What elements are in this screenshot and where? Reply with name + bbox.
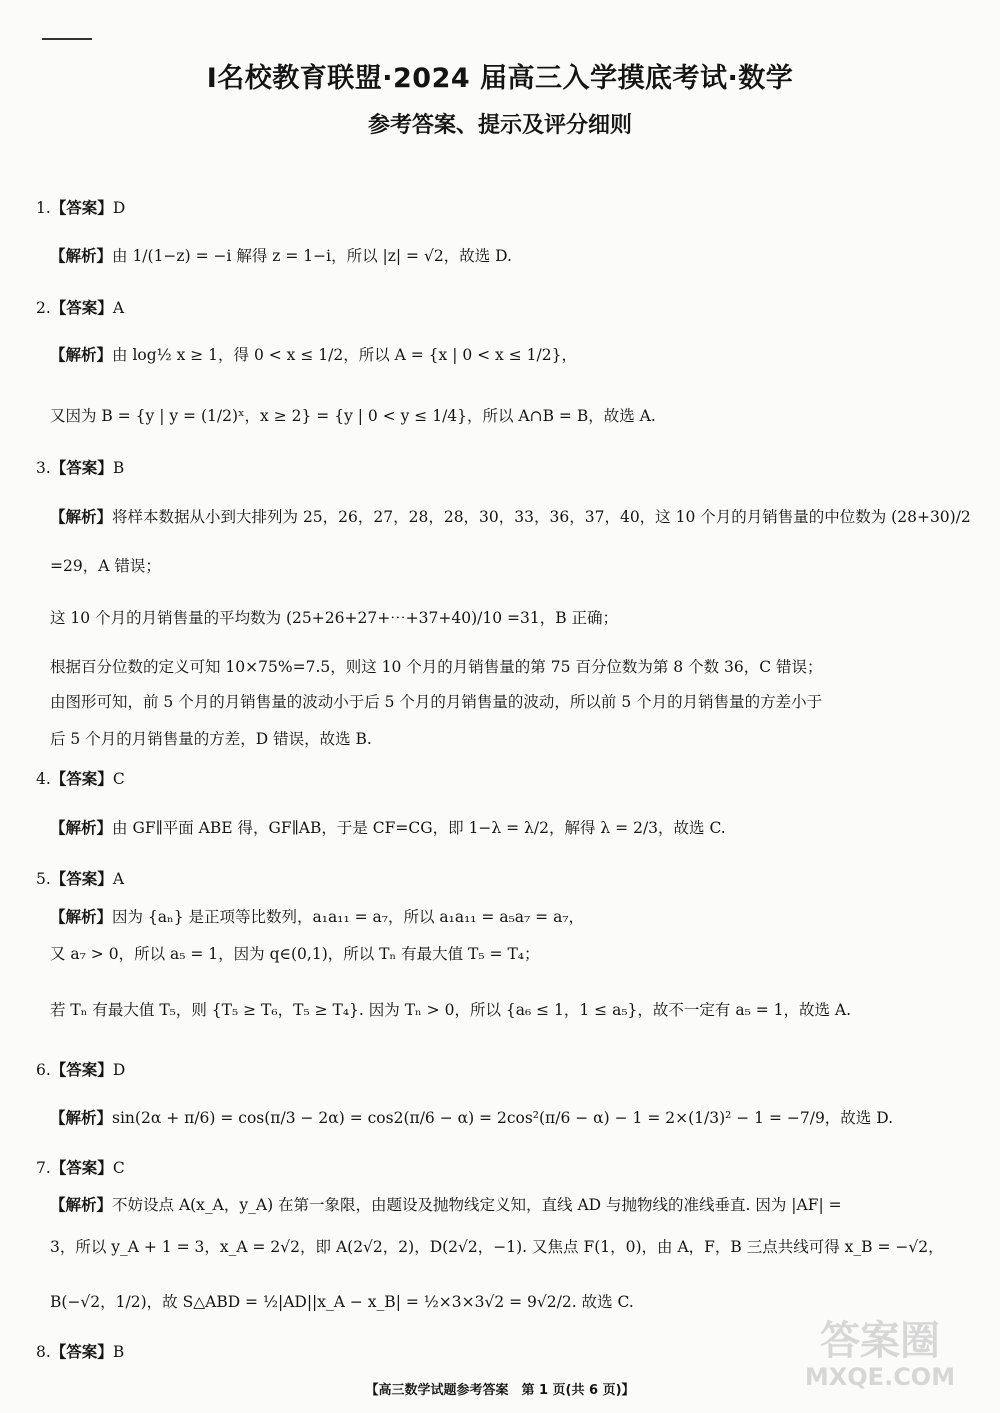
item-1-analysis: 【解析】由 1/(1−z) = −i 解得 z = 1−i，所以 |z| = √2，故选 D. [50,247,512,265]
item-2-line-2: 又因为 B = {y | y = (1/2)ˣ，x ≥ 2} = {y | 0 < y ≤ 1/4}，所以 A∩B = B，故选 A. [50,407,656,425]
item-5-answer: 5.【答案】A [36,870,125,888]
item-7-answer: 7.【答案】C [36,1159,125,1177]
item-3-line-4: 根据百分位数的定义可知 10×75%=7.5，则这 10 个月的月销售量的第 75 百分位数为第 8 个数 36，C 错误； [50,658,823,676]
watermark-text: 答案圈 [820,1318,940,1364]
item-7-line-3: B(−√2，1/2)，故 S△ABD = ½|AD||x_A − x_B| = ½×3×3√2 = 9√2/2. 故选 C. [50,1293,634,1311]
item-6-answer: 6.【答案】D [36,1061,126,1079]
item-6-analysis: 【解析】sin(2α + π/6) = cos(π/3 − 2α) = cos2(π/6 − α) = 2cos²(π/6 − α) − 1 = 2×(1/3)² − 1 = −7/9，故选 D. [50,1109,894,1127]
page-footer: 【高三数学试题参考答案 第 1 页(共 6 页)】 [365,1383,635,1398]
item-5-analysis: 【解析】因为 {aₙ} 是正项等比数列，a₁a₁₁ = a₇，所以 a₁a₁₁ = a₅a₇ = a₇， [50,908,585,926]
item-5-line-2: 又 a₇ > 0，所以 a₅ = 1，因为 q∈(0,1)，所以 Tₙ 有最大值 T₅ = T₄； [50,945,540,963]
item-1-answer: 1.【答案】D [36,199,126,217]
item-3-line-6: 后 5 个月的月销售量的方差，D 错误，故选 B. [50,730,372,748]
item-3-line-3: 这 10 个月的月销售量的平均数为 (25+26+27+⋯+37+40)/10 =31，B 正确； [50,609,619,627]
page-subtitle: 参考答案、提示及评分细则 [367,113,632,138]
top-mark [42,38,92,40]
item-3-analysis: 【解析】将样本数据从小到大排列为 25，26，27，28，28，30，33，36，37，40，这 10 个月的月销售量的中位数为 (28+30)/2 [50,508,971,526]
item-7-analysis: 【解析】不妨设点 A(x_A，y_A) 在第一象限，由题设及抛物线定义知，直线 AD 与抛物线的准线垂直. 因为 |AF| = [50,1196,842,1214]
item-4-answer: 4.【答案】C [36,770,125,788]
item-4-analysis: 【解析】由 GF∥平面 ABE 得，GF∥AB，于是 CF=CG，即 1−λ = λ/2，解得 λ = 2/3，故选 C. [50,819,726,837]
page-title: I名校教育联盟·2024 届高三入学摸底考试·数学 [206,63,794,94]
item-2-analysis: 【解析】由 log½ x ≥ 1，得 0 < x ≤ 1/2，所以 A = {x | 0 < x ≤ 1/2}， [50,346,577,364]
item-5-line-3: 若 Tₙ 有最大值 T₅，则 {T₅ ≥ T₆，T₅ ≥ T₄}. 因为 Tₙ > 0，所以 {a₆ ≤ 1，1 ≤ a₅}，故不一定有 a₅ = 1，故选 A. [50,1001,852,1019]
item-8-answer: 8.【答案】B [36,1343,125,1361]
item-3-line-2: =29，A 错误； [50,557,161,575]
item-3-line-5: 由图形可知，前 5 个月的月销售量的波动小于后 5 个月的月销售量的波动，所以前 5 个月的月销售量的方差小于 [50,693,823,711]
item-2-answer: 2.【答案】A [36,299,125,317]
item-7-line-2: 3，所以 y_A + 1 = 3，x_A = 2√2，即 A(2√2，2)，D(2√2，−1). 又焦点 F(1，0)，由 A，F，B 三点共线可得 x_B = −√2， [50,1238,944,1256]
watermark-url: MXQE.COM [804,1363,956,1391]
item-3-answer: 3.【答案】B [36,459,125,477]
